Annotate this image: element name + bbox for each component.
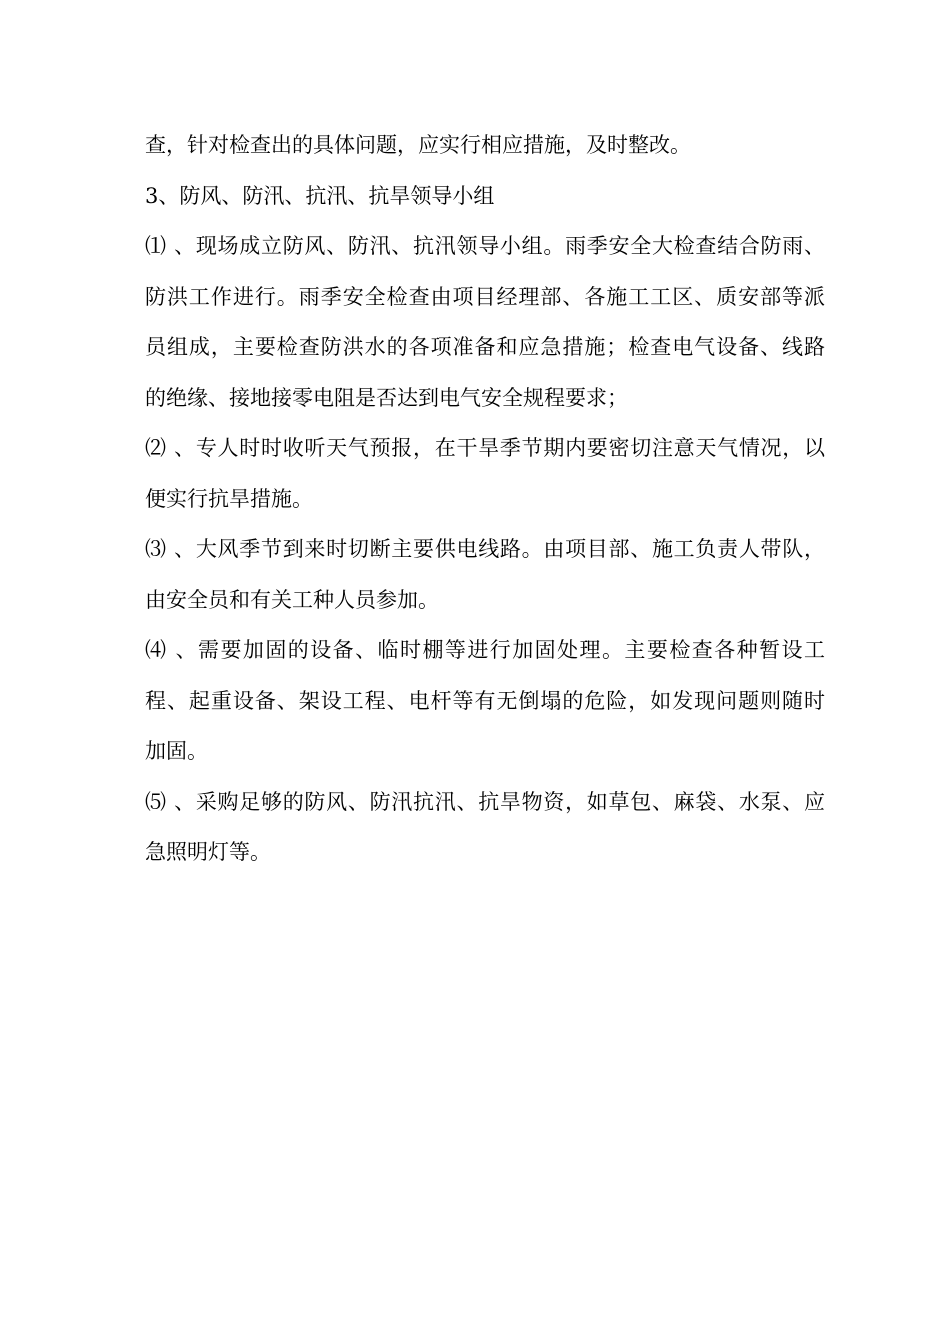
text-line: 程、起重设备、架设工程、电杆等有无倒塌的危险，如发现问题则随时 (145, 688, 825, 713)
text-line: 急照明灯等。 (145, 840, 271, 864)
text-line: ⑵ 、专人时时收听天气预报，在干旱季节期内要密切注意天气情况，以 (145, 436, 825, 460)
text-line: 加固。 (145, 739, 208, 763)
text-line: 员组成，主要检查防洪水的各项准备和应急措施；检查电气设备、线路 (145, 335, 825, 359)
text-line: 查，针对检查出的具体问题，应实行相应措施，及时整改。 (145, 133, 691, 157)
section-heading: 3、防风、防汛、抗汛、抗旱领导小组 (145, 183, 495, 208)
text-line: 便实行抗旱措施。 (145, 486, 313, 511)
text-line: 的绝缘、接地接零电阻是否达到电气安全规程要求； (145, 385, 628, 410)
text-line: ⑷ 、需要加固的设备、临时棚等进行加固处理。主要检查各种暂设工 (145, 638, 825, 662)
text-line: 由安全员和有关工种人员参加。 (145, 587, 439, 612)
text-line: ⑴ 、现场成立防风、防汛、抗汛领导小组。雨季安全大检查结合防雨、 (145, 234, 825, 258)
text-line: 防洪工作进行。雨季安全检查由项目经理部、各施工工区、质安部等派 (145, 284, 825, 309)
text-line: ⑸ 、采购足够的防风、防汛抗汛、抗旱物资，如草包、麻袋、水泵、应 (145, 789, 825, 814)
document-body (145, 120, 825, 878)
text-line: ⑶ 、大风季节到来时切断主要供电线路。由项目部、施工负责人带队， (145, 537, 825, 561)
